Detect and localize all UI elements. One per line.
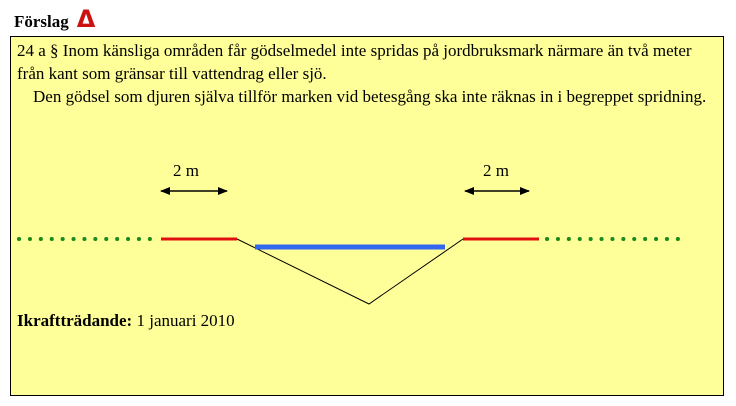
heading	[14, 4, 95, 37]
left-distance-label: 2 m	[173, 161, 199, 180]
delta-symbol: Δ	[76, 5, 96, 33]
effective-date-label: Ikraftträdande:	[17, 311, 133, 330]
effective-date	[17, 311, 235, 331]
right-distance-label: 2 m	[483, 161, 509, 180]
paragraph-1: 24 a § Inom känsliga områden får gödselmedel inte spridas på jordbruksmark närmare än två meter från kant som gränsar till vattendrag eller sjö.	[17, 41, 692, 83]
effective-date-value: 1 januari 2010	[136, 311, 235, 330]
paragraph-2: Den gödsel som djuren själva tillför marken vid betesgång ska inte räknas in i begreppet spridning.	[33, 87, 707, 106]
buffer-zone-diagram	[11, 37, 723, 395]
proposal-panel	[10, 36, 724, 396]
heading-title: Förslag	[14, 12, 69, 31]
